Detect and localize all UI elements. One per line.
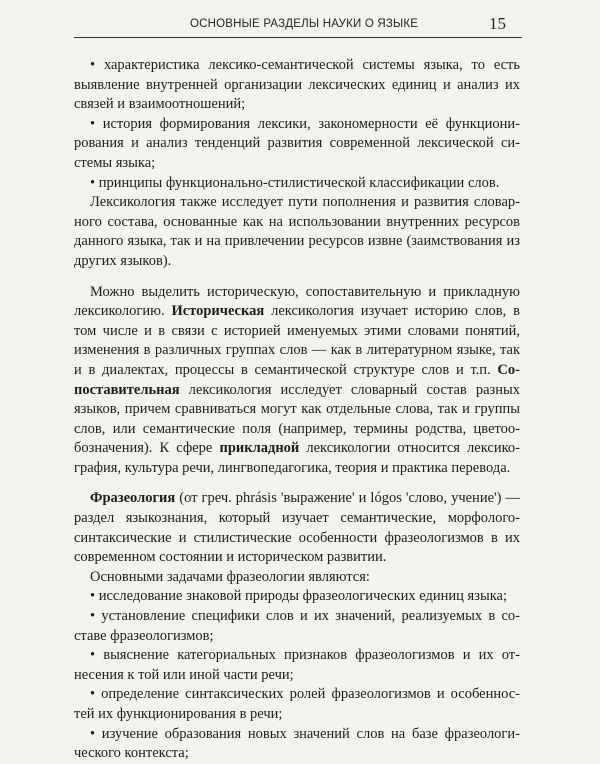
text-run: • исследование знаковой природы фразеологических единиц языка; — [90, 588, 507, 605]
text-run: • установление специфики слов и их значений, реализуемых в составе фразеологизмов; — [74, 608, 520, 644]
paragraph — [74, 193, 520, 271]
paragraph — [74, 174, 520, 194]
paragraph — [74, 489, 520, 567]
text-run: • характеристика лексико-семантической системы языка, то есть выявление внутренней организации лексических единиц и анализ их связей и взаимоотношений; — [74, 57, 520, 113]
header-title: ОСНОВНЫЕ РАЗДЕЛЫ НАУКИ О ЯЗЫКЕ — [190, 18, 419, 30]
text-run: (от греч. phrásis 'выражение' и lógos 'слово, учение') — раздел языкознания, который изучает семантические, морфолого-синтаксические и стилистические особенности фразеологизмов в их современном состоянии и историческом развитии. — [74, 490, 520, 566]
running-header — [0, 0, 600, 42]
bold-term: прикладной — [219, 440, 300, 457]
paragraph — [74, 685, 520, 724]
paragraph — [74, 587, 520, 607]
paragraph — [74, 568, 520, 588]
bold-term: Сопоставительная — [74, 361, 520, 398]
text-run: лексикологии относится лексикография, культура речи, лингвопедагогика, теория и практика перевода. — [74, 440, 520, 476]
body-text — [74, 56, 520, 764]
text-run: • изучение образования новых значений слов на базе фразеологического контекста; — [74, 725, 520, 762]
text-run: лексикология изучает историю слов, в том числе и в связи с историей именуемых этими словами понятий, изменения в различных группах слов — как в литературном языке, так и в диалектах, процессы в семантической структуре слов и т.п. — [74, 303, 520, 378]
text-run: Можно выделить историческую, сопоставительную и прикладную лексикологию. — [74, 283, 520, 320]
paragraph — [74, 283, 520, 479]
text-run: • история формирования лексики, закономерности её функционирования и анализ тенденций развития современной лексической системы языка; — [74, 115, 520, 171]
text-run: лексикология исследует словарный состав разных языков, причем сравниваться могут как отдельные слова, так и группы слов, или семантические поля (например, термины родства, цветообозначения). К сфере — [74, 381, 520, 457]
paragraph — [74, 56, 520, 115]
page-number: 15 — [489, 14, 506, 33]
text-run: • выяснение категориальных признаков фразеологизмов и их отнесения к той или иной части речи; — [74, 647, 520, 683]
header-rule — [74, 37, 522, 38]
bold-term: Историческая — [171, 303, 265, 320]
text-run: Основными задачами фразеологии являются: — [90, 568, 370, 585]
text-run: • принципы функционально-стилистической классификации слов. — [90, 174, 500, 191]
text-run: • определение синтаксических ролей фразеологизмов и особенностей их функционирования в речи; — [74, 686, 520, 722]
paragraph — [74, 607, 520, 646]
text-run: Лексикология также исследует пути пополнения и развития словарного состава, основанные как на использовании внутренних ресурсов данного языка, так и на привлечении ресурсов извне (заимствования из других языков). — [74, 194, 520, 269]
paragraph — [74, 115, 520, 174]
bold-term: Фразеология — [90, 490, 176, 507]
paragraph — [74, 725, 520, 764]
paragraph — [74, 646, 520, 685]
